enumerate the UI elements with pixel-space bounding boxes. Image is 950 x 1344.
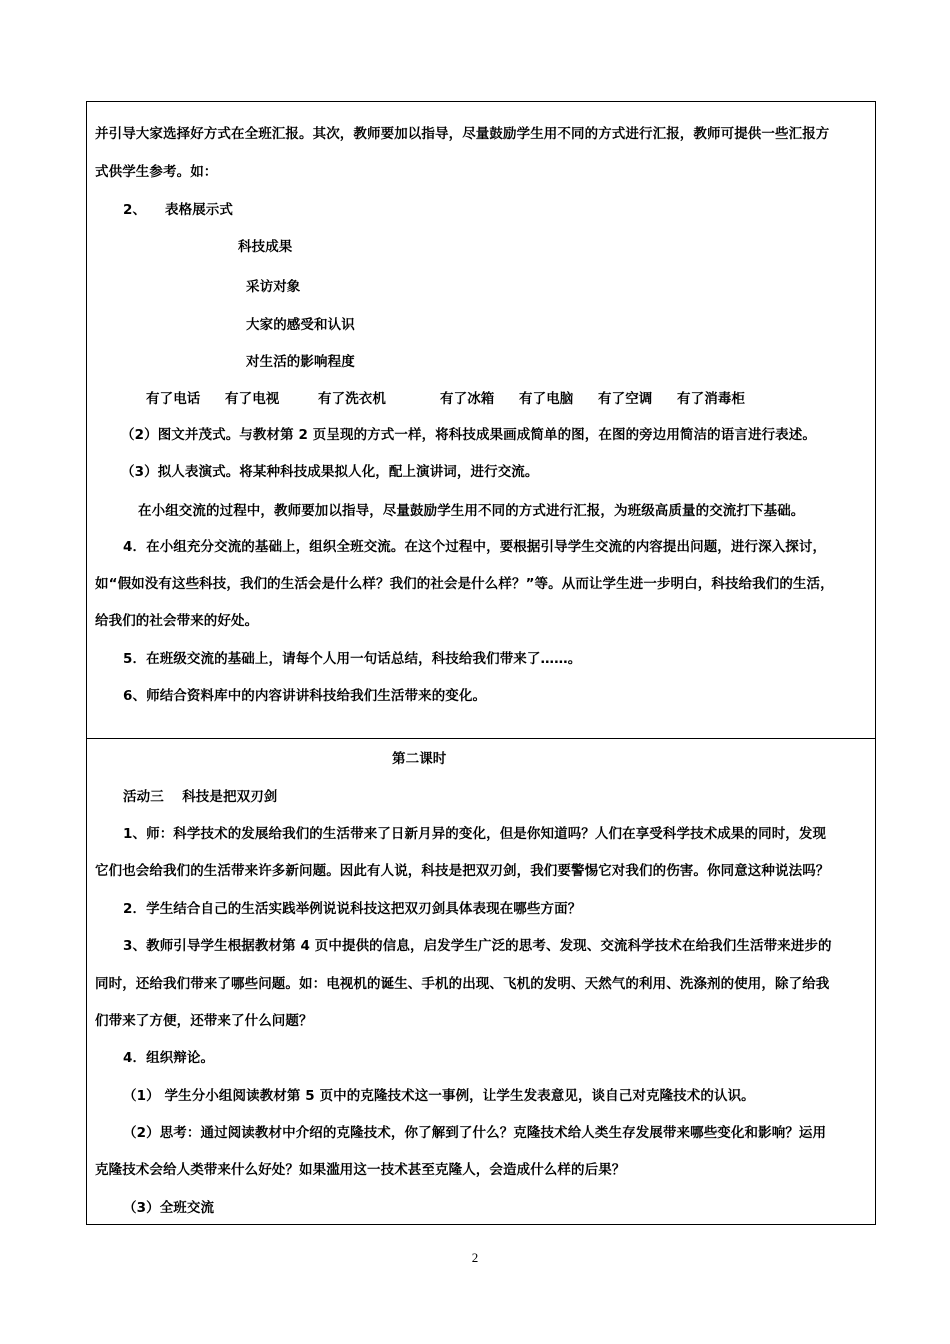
paragraph-line: 在小组交流的过程中，教师要加以指导，尽量鼓励学生用不同的方式进行汇报，为班级高质量的交流打下基础。 bbox=[138, 503, 805, 519]
table-row-label: 大家的感受和认识 bbox=[246, 317, 355, 333]
paragraph-line: （2）图文并茂式。与教材第 2 页呈现的方式一样，将科技成果画成简单的图，在图的旁边用简洁的语言进行表述。 bbox=[121, 427, 816, 443]
tech-item: 有了电话 bbox=[146, 391, 201, 407]
paragraph-line: 5．在班级交流的基础上，请每个人用一句话总结，科技给我们带来了……。 bbox=[123, 651, 582, 667]
paragraph-line: 克隆技术会给人类带来什么好处？如果滥用这一技术甚至克隆人，会造成什么样的后果？ bbox=[95, 1162, 626, 1178]
paragraph-line: 1、师：科学技术的发展给我们的生活带来了日新月异的变化，但是你知道吗？人们在享受科学技术成果的同时，发现 bbox=[123, 826, 827, 842]
tech-item: 有了洗衣机 bbox=[318, 391, 386, 407]
paragraph-line: 4．在小组充分交流的基础上，组织全班交流。在这个过程中，要根据引导学生交流的内容提出问题，进行深入探讨， bbox=[123, 539, 827, 555]
table-row-label: 采访对象 bbox=[246, 279, 301, 295]
list-item-number: 2、 bbox=[123, 202, 147, 218]
table-header: 科技成果 bbox=[238, 239, 293, 255]
paragraph-line: 给我们的社会带来的好处。 bbox=[95, 613, 259, 629]
paragraph-line: 式供学生参考。如： bbox=[95, 164, 218, 180]
list-item-title: 表格展示式 bbox=[165, 202, 233, 218]
paragraph-line: 3、教师引导学生根据教材第 4 页中提供的信息，启发学生广泛的思考、发现、交流科学技术在给我们生活带来进步的 bbox=[123, 938, 832, 954]
paragraph-line: （3）全班交流 bbox=[123, 1200, 215, 1216]
paragraph-line: 4．组织辩论。 bbox=[123, 1050, 215, 1066]
tech-item: 有了空调 bbox=[598, 391, 653, 407]
table-row-label: 对生活的影响程度 bbox=[246, 354, 355, 370]
paragraph-line: （2）思考：通过阅读教材中介绍的克隆技术，你了解到了什么？克隆技术给人类生存发展带来哪些变化和影响？运用 bbox=[123, 1125, 827, 1141]
paragraph-line: （1） 学生分小组阅读教材第 5 页中的克隆技术这一事例，让学生发表意见，谈自己对克隆技术的认识。 bbox=[123, 1088, 755, 1104]
paragraph-line: 它们也会给我们的生活带来许多新问题。因此有人说，科技是把双刃剑，我们要警惕它对我们的伤害。你同意这种说法吗？ bbox=[95, 863, 830, 879]
paragraph-line: 6、师结合资料库中的内容讲讲科技给我们生活带来的变化。 bbox=[123, 688, 487, 704]
paragraph-line: 们带来了方便，还带来了什么问题？ bbox=[95, 1013, 313, 1029]
page-number: 2 bbox=[471, 1250, 479, 1265]
paragraph-line: （3）拟人表演式。将某种科技成果拟人化，配上演讲词，进行交流。 bbox=[121, 464, 539, 480]
tech-item: 有了冰箱 bbox=[440, 391, 495, 407]
tech-item: 有了电视 bbox=[225, 391, 280, 407]
section-divider bbox=[86, 738, 876, 739]
paragraph-line: 并引导大家选择好方式在全班汇报。其次，教师要加以指导，尽量鼓励学生用不同的方式进行汇报，教师可提供一些汇报方 bbox=[95, 126, 830, 142]
tech-item: 有了消毒柜 bbox=[677, 391, 745, 407]
paragraph-line: 同时，还给我们带来了哪些问题。如：电视机的诞生、手机的出现、飞机的发明、天然气的利用、洗涤剂的使用，除了给我 bbox=[95, 976, 830, 992]
paragraph-line: 2．学生结合自己的生活实践举例说说科技这把双刃剑具体表现在哪些方面？ bbox=[123, 901, 582, 917]
tech-item: 有了电脑 bbox=[519, 391, 574, 407]
paragraph-line: 如“假如没有这些科技，我们的生活会是什么样？我们的社会是什么样？”等。从而让学生进一步明白，科技给我们的生活， bbox=[95, 576, 834, 592]
activity-title: 活动三 科技是把双刃剑 bbox=[123, 789, 278, 805]
section-heading: 第二课时 bbox=[392, 751, 447, 767]
